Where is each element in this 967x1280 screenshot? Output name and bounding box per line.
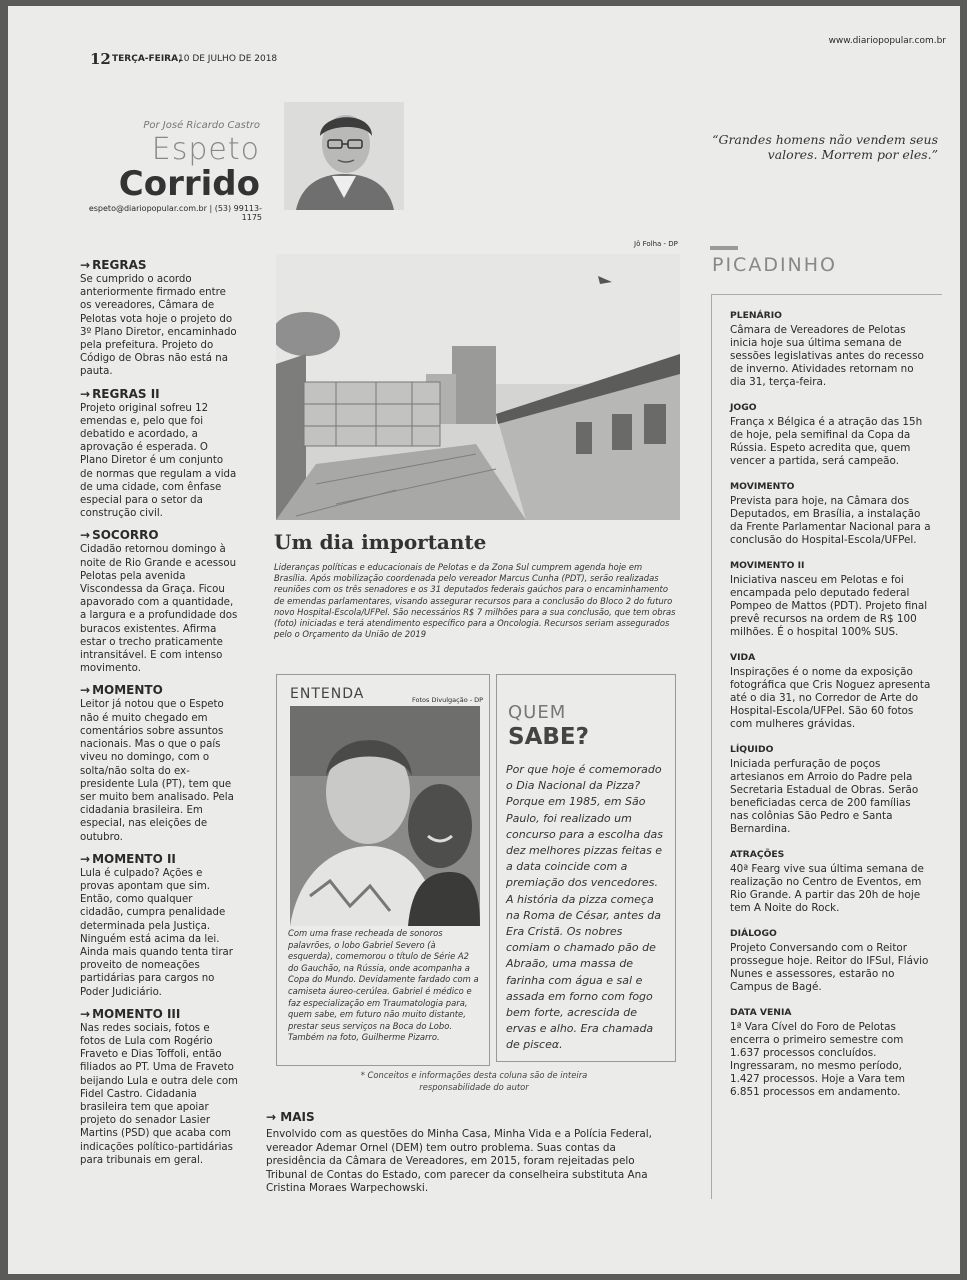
quem-sabe-title-line2: SABE? [508,724,589,750]
note-title: REGRAS II [92,386,160,401]
note-title: SOCORRO [92,528,159,543]
picadinho-item-title: MOVIMENTO II [730,560,805,571]
arrow-right-icon: → [80,386,91,401]
note-heading [80,1007,238,1021]
note-title: MOMENTO II [92,851,176,866]
note-title: MOMENTO [92,683,163,698]
left-column [80,258,238,1175]
main-caption: Lideranças políticas e educacionais de Pelotas e da Zona Sul cumprem agenda hoje em Brasília. Após mobilização coordenada pelo vereador Marcus Cunha (PDT), serão realizadas reuniões com os três senadores e os 31 deputados federais gaúchos para o encaminhamento de emendas parlamentares, visando assegurar recursos para a conclusão do Bloco 2 do futuro novo Hospital-Escola/UFPel. São necessários R$ 7 milhões para a sua conclusão, que tem obras (foto) iniciadas e terá atendimento específico para a Oncologia. Recursos seriam assegurados pelo o Orçamento da União de 2019 [274,562,676,640]
column-title-line1: Espeto [151,132,260,167]
note-text: Se cumprido o acordo anteriormente firmado entre os vereadores, Câmara de Pelotas vota hoje o projeto do 3º Plano Diretor, encaminhado pela prefeitura. Projeto do Código de Obras não está na pauta. [80,274,237,378]
note-text: Cidadão retornou domingo à noite de Rio Grande e acessou Pelotas pela avenida Viscondessa da Graça. Ficou apavorado com a quantidade, a largura e a profundidade dos buracos existentes. Afirma estar o trecho praticamente intransitável. E com intenso movimento. [80,544,238,675]
note-heading [80,528,238,542]
note-section [80,852,238,999]
picadinho-item-text: Iniciativa nasceu em Pelotas e foi encampada pelo deputado federal Pompeo de Mattos (PDT). Projeto final prevê recursos na ordem de R$ 100 milhões. É o hospital 100% SUS. [730,574,928,638]
note-title: REGRAS [92,258,147,272]
note-section [80,258,238,379]
picadinho-item-title: PLENÁRIO [730,310,782,321]
picadinho-item [730,481,932,547]
picadinho-item [730,928,932,994]
column-quote: “Grandes homens não vendem seus valores. Morrem por eles.” [712,132,938,162]
note-section [80,683,238,843]
arrow-right-icon: → [266,1110,277,1124]
picadinho-title: PICADINHO [712,254,838,276]
photo-credit: Jô Folha - DP [634,240,678,248]
construction-site-photo [276,254,680,520]
quem-sabe-text: Por que hoje é comemorado o Dia Nacional da Pizza? Porque em 1985, em São Paulo, foi realizado um concurso para a escolha das dez melhores pizzas feitas e a data coincide com a premiação dos vencedores. A história da pizza começa na Roma de César, antes da Era Cristã. Os nobres comiam o chamado pão de Abraão, uma massa de farinha com água e sal e assada em forno com fogo bem forte, acrescida de ervas e alho. Era chamada de pisceα. [506,763,663,1052]
picadinho-item-title: DATA VENIA [730,1007,792,1018]
picadinho-column [730,310,932,1112]
note-title: MOMENTO III [92,1006,181,1021]
note-heading [80,258,238,272]
picadinho-accent-bar [710,246,738,250]
arrow-right-icon: → [80,258,91,272]
picadinho-item [730,1007,932,1099]
entenda-title: ENTENDA [290,686,365,702]
note-text: Projeto original sofreu 12 emendas e, pelo que foi debatido e acordado, a aprovação é esperada. O Plano Diretor é um conjunto de normas que regulam a vida de uma cidade, com ênfase especial para o setor da construção civil. [80,402,237,520]
column-contact: espeto@diariopopular.com.br | (53) 99113-1175 [88,204,262,222]
picadinho-item-text: 40ª Fearg vive sua última semana de realização no Centro de Eventos, em Rio Grande. A partir das 20h de hoje tem A Noite do Rock. [730,863,924,914]
picadinho-item-text: Inspirações é o nome da exposição fotográfica que Cris Noguez apresenta até o dia 31, no Corredor de Arte do Hospital-Escola/UFPel. São 60 fotos com mulheres grávidas. [730,666,931,730]
quem-sabe-title-line1: QUEM [508,702,567,723]
weekday: TERÇA-FEIRA, [112,54,182,64]
note-section [80,1007,238,1167]
picadinho-item-text: Projeto Conversando com o Reitor prossegue hoje. Reitor do IFSul, Flávio Nunes e assessores, estarão no Campus de Bagé. [730,942,929,993]
note-text: Nas redes sociais, fotos e fotos de Lula com Rogério Fraveto e Dias Toffoli, então filiados ao PT. Uma de Fraveto beijando Lula e outra dele com Fidel Castro. Cidadania brasileira tem que apoiar projeto do senador Lasier Martins (PSD) que acaba com indicações político-partidárias para tribunais em geral. [80,1022,238,1166]
note-section [80,528,238,675]
note-section [80,387,238,521]
picadinho-item-title: DIÁLOGO [730,928,777,939]
picadinho-item [730,849,932,915]
column-title-line2: Corrido [118,164,260,204]
column-footnote: * Conceitos e informações desta coluna são de inteira responsabilidade do autor [360,1070,588,1092]
arrow-right-icon: → [80,1006,91,1021]
arrow-right-icon: → [80,528,91,543]
picadinho-item-title: VIDA [730,652,756,663]
arrow-right-icon: → [80,683,91,698]
note-text: Leitor já notou que o Espeto não é muito chegado em comentários sobre assuntos nacionais. Mas o que o país viveu no domingo, com o solta/não solta do ex-presidente Lula (PT), tem que ser muito bem analisado. Pela cidadania brasileira. Em especial, nas eleições de outubro. [80,699,234,843]
byline: Por José Ricardo Castro [143,120,260,131]
picadinho-item-text: Iniciada perfuração de poços artesianos em Arroio do Padre pela Secretaria Estadual de Obras. Serão beneficiadas cerca de 200 famílias nas colônias São Pedro e Santa Bernardina. [730,758,919,835]
entenda-photo-credit: Fotos Divulgação - DP [412,696,484,704]
picadinho-item-text: França x Bélgica é a atração das 15h de hoje, pela semifinal da Copa da Rússia. Espeto acredita que, quem vencer a partida, será campeão. [730,416,923,467]
picadinho-item-title: MOVIMENTO [730,481,795,492]
picadinho-item [730,310,932,389]
page-number: 12 [90,50,111,68]
columnist-portrait [284,102,404,210]
picadinho-item [730,560,932,639]
site-url: www.diariopopular.com.br [828,36,946,46]
note-text: Lula é culpado? Ações e provas apontam que sim. Então, como qualquer cidadão, cumpra penalidade determinada pela Justiça. Ninguém está acima da lei. Ainda mais quando tenta tirar proveito de nomeações partidárias para cargos no Poder Judiciário. [80,867,233,998]
picadinho-item-text: Prevista para hoje, na Câmara dos Deputados, em Brasília, a instalação da Frente Parlamentar Nacional para a conclusão do Hospital-Escola/UFPel. [730,495,931,546]
picadinho-item [730,652,932,731]
mais-heading [266,1110,315,1124]
edition-date: 10 DE JULHO DE 2018 [178,54,278,64]
picadinho-item [730,744,932,836]
picadinho-item-text: 1ª Vara Cível do Foro de Pelotas encerra o primeiro semestre com 1.637 processos concluídos. Ingressaram, no mesmo período, 1.427 processos. Hoje a Vara tem 6.851 processos em andamento. [730,1021,905,1098]
entenda-caption: Com uma frase recheada de sonoros palavrões, o lobo Gabriel Severo (à esquerda), comemorou o título de Série A2 do Gauchão, na Rússia, onde acompanha a Copa do Mundo. Devidamente fardado com a camiseta áureo-cerúlea. Gabriel é médico e faz especialização em Traumatologia para, quem sabe, em futuro não muito distante, prestar seus serviços na Boca do Lobo. Também na foto, Guilherme Pizarro. [288,928,479,1043]
note-heading [80,387,238,401]
mais-text: Envolvido com as questões do Minha Casa, Minha Vida e a Polícia Federal, vereador Ademar Ornel (DEM) tem outro problema. Suas contas da presidência da Câmara de Vereadores, em 2015, foram rejeitadas pelo Tribunal de Contas do Estado, com parecer da conselheira substituta Ana Cristina Moraes Warpechowski. [266,1128,652,1194]
picadinho-item-title: ATRAÇÕES [730,849,785,860]
main-headline: Um dia importante [274,530,487,554]
picadinho-item-text: Câmara de Vereadores de Pelotas inicia hoje sua última semana de sessões legislativas antes do recesso de inverno. Atividades retornam no dia 31, terça-feira. [730,324,924,388]
mais-title: MAIS [280,1110,315,1124]
note-heading [80,852,238,866]
newspaper-page [8,6,960,1274]
picadinho-item-title: LÍQUIDO [730,744,774,755]
arrow-right-icon: → [80,851,91,866]
picadinho-item-title: JOGO [730,402,757,413]
note-heading [80,683,238,697]
entenda-photo [290,706,480,926]
picadinho-item [730,402,932,468]
